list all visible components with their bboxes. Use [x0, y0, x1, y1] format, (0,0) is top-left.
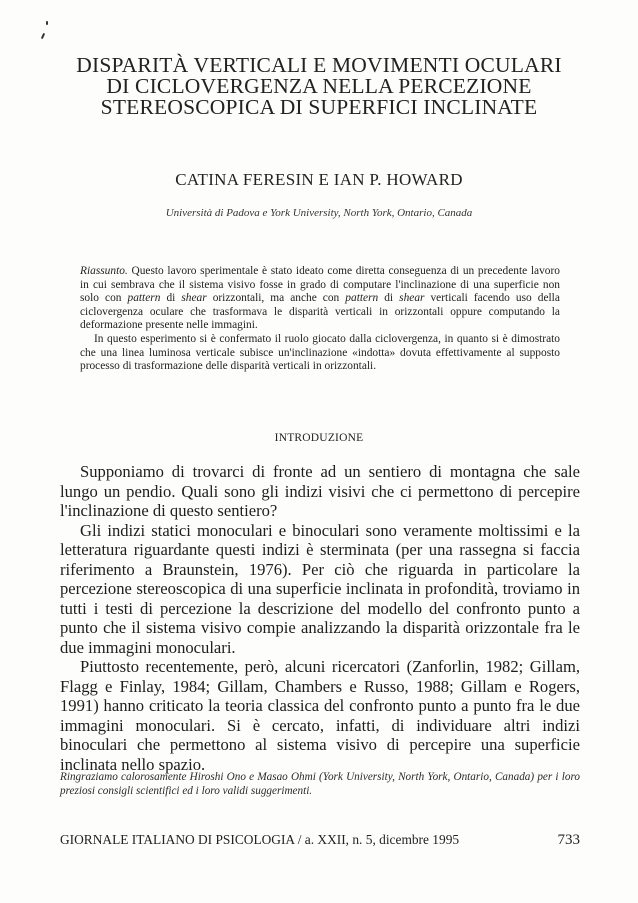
- abstract-text: Questo lavoro sperimentale è stato ideato come diretta conseguenza di un precedente lavoro in cui sembrava che il sistema visivo fosse in grado di computare l'inclinazione di una superficie non solo con: [80, 265, 560, 305]
- abstract-term: pattern: [345, 292, 379, 305]
- body-paragraph: Piuttosto recentemente, però, alcuni ricercatori (Zanforlin, 1982; Gillam, Flagg e Finlay, 1984; Gillam, Chambers e Russo, 1988; Gillam e Rogers, 1991) hanno criticato la teoria classica del confronto punto a punto fra le due immagini monoculari. Si è cercato, infatti, di individuare altri indizi binoculari che permettono al sistema visivo di percepire una superficie inclinata nello spazio.: [60, 657, 580, 774]
- body-paragraph: Supponiamo di trovarci di fronte ad un sentiero di montagna che sale lungo un pendio. Quali sono gli indizi visivi che ci permettono di percepire l'inclinazione di questo sentiero?: [60, 462, 580, 520]
- paper-title: DISPARITÀ VERTICALI E MOVIMENTI OCULARI DI CICLOVERGENZA NELLA PERCEZIONE STEREOSCOPICA DI SUPERFICI INCLINATE: [76, 53, 562, 119]
- abstract-term: shear: [399, 292, 425, 305]
- page-number: 733: [557, 832, 580, 848]
- acknowledgement-footnote: Ringraziamo calorosamente Hiroshi Ono e Masao Ohmi (York University, North York, Ontario, Canada) per i loro preziosi consigli scientifici ed i loro validi suggerimenti.: [60, 771, 580, 797]
- abstract-paragraph-2: In questo esperimento si è confermato il ruolo giocato dalla ciclovergenza, in quanto si è dimostrato che una linea luminosa verticale subisce un'inclinazione «indotta» dovuta effettivamente al supposto processo di trasformazione delle disparità verticali in orizzontali.: [80, 332, 560, 373]
- abstract-term: shear: [181, 292, 207, 305]
- abstract-text: di: [166, 292, 176, 305]
- paper-authors: CATINA FERESIN E IAN P. HOWARD: [175, 170, 463, 189]
- body-paragraph: Gli indizi statici monoculari e binoculari sono veramente moltissimi e la letteratura riguardante questi indizi è sterminata (per una rassegna si faccia riferimento a Braunstein, 1976). Per ciò che riguarda in particolare la percezione stereoscopica di una superficie inclinata in profondità, troviamo in tutti i testi di percezione la descrizione del modello del confronto punto a punto che il sistema visivo compie analizzando la disparità orizzontale fra le due immagini monoculari.: [60, 520, 580, 657]
- scan-speck: [41, 33, 45, 39]
- abstract-text: di: [384, 292, 394, 305]
- section-heading: INTRODUZIONE: [274, 432, 364, 444]
- abstract-text: verticali facendo uso della ciclovergenza oculare che trasformava le disparità verticali in orizzontali oppure computando la deformazione presente nelle immagini.: [80, 292, 560, 332]
- page-footer: [60, 832, 580, 849]
- abstract: [80, 265, 560, 374]
- abstract-text: orizzontali, ma anche con: [212, 292, 340, 305]
- abstract-term: pattern: [127, 292, 161, 305]
- abstract-paragraph-1: [80, 265, 560, 333]
- body-text: [60, 462, 580, 774]
- author-affiliation: Università di Padova e York University, North York, Ontario, Canada: [165, 207, 473, 219]
- scan-speck: [46, 21, 48, 25]
- abstract-label: Riassunto.: [80, 265, 128, 277]
- journal-line: GIORNALE ITALIANO DI PSICOLOGIA / a. XXII, n. 5, dicembre 1995: [60, 832, 460, 847]
